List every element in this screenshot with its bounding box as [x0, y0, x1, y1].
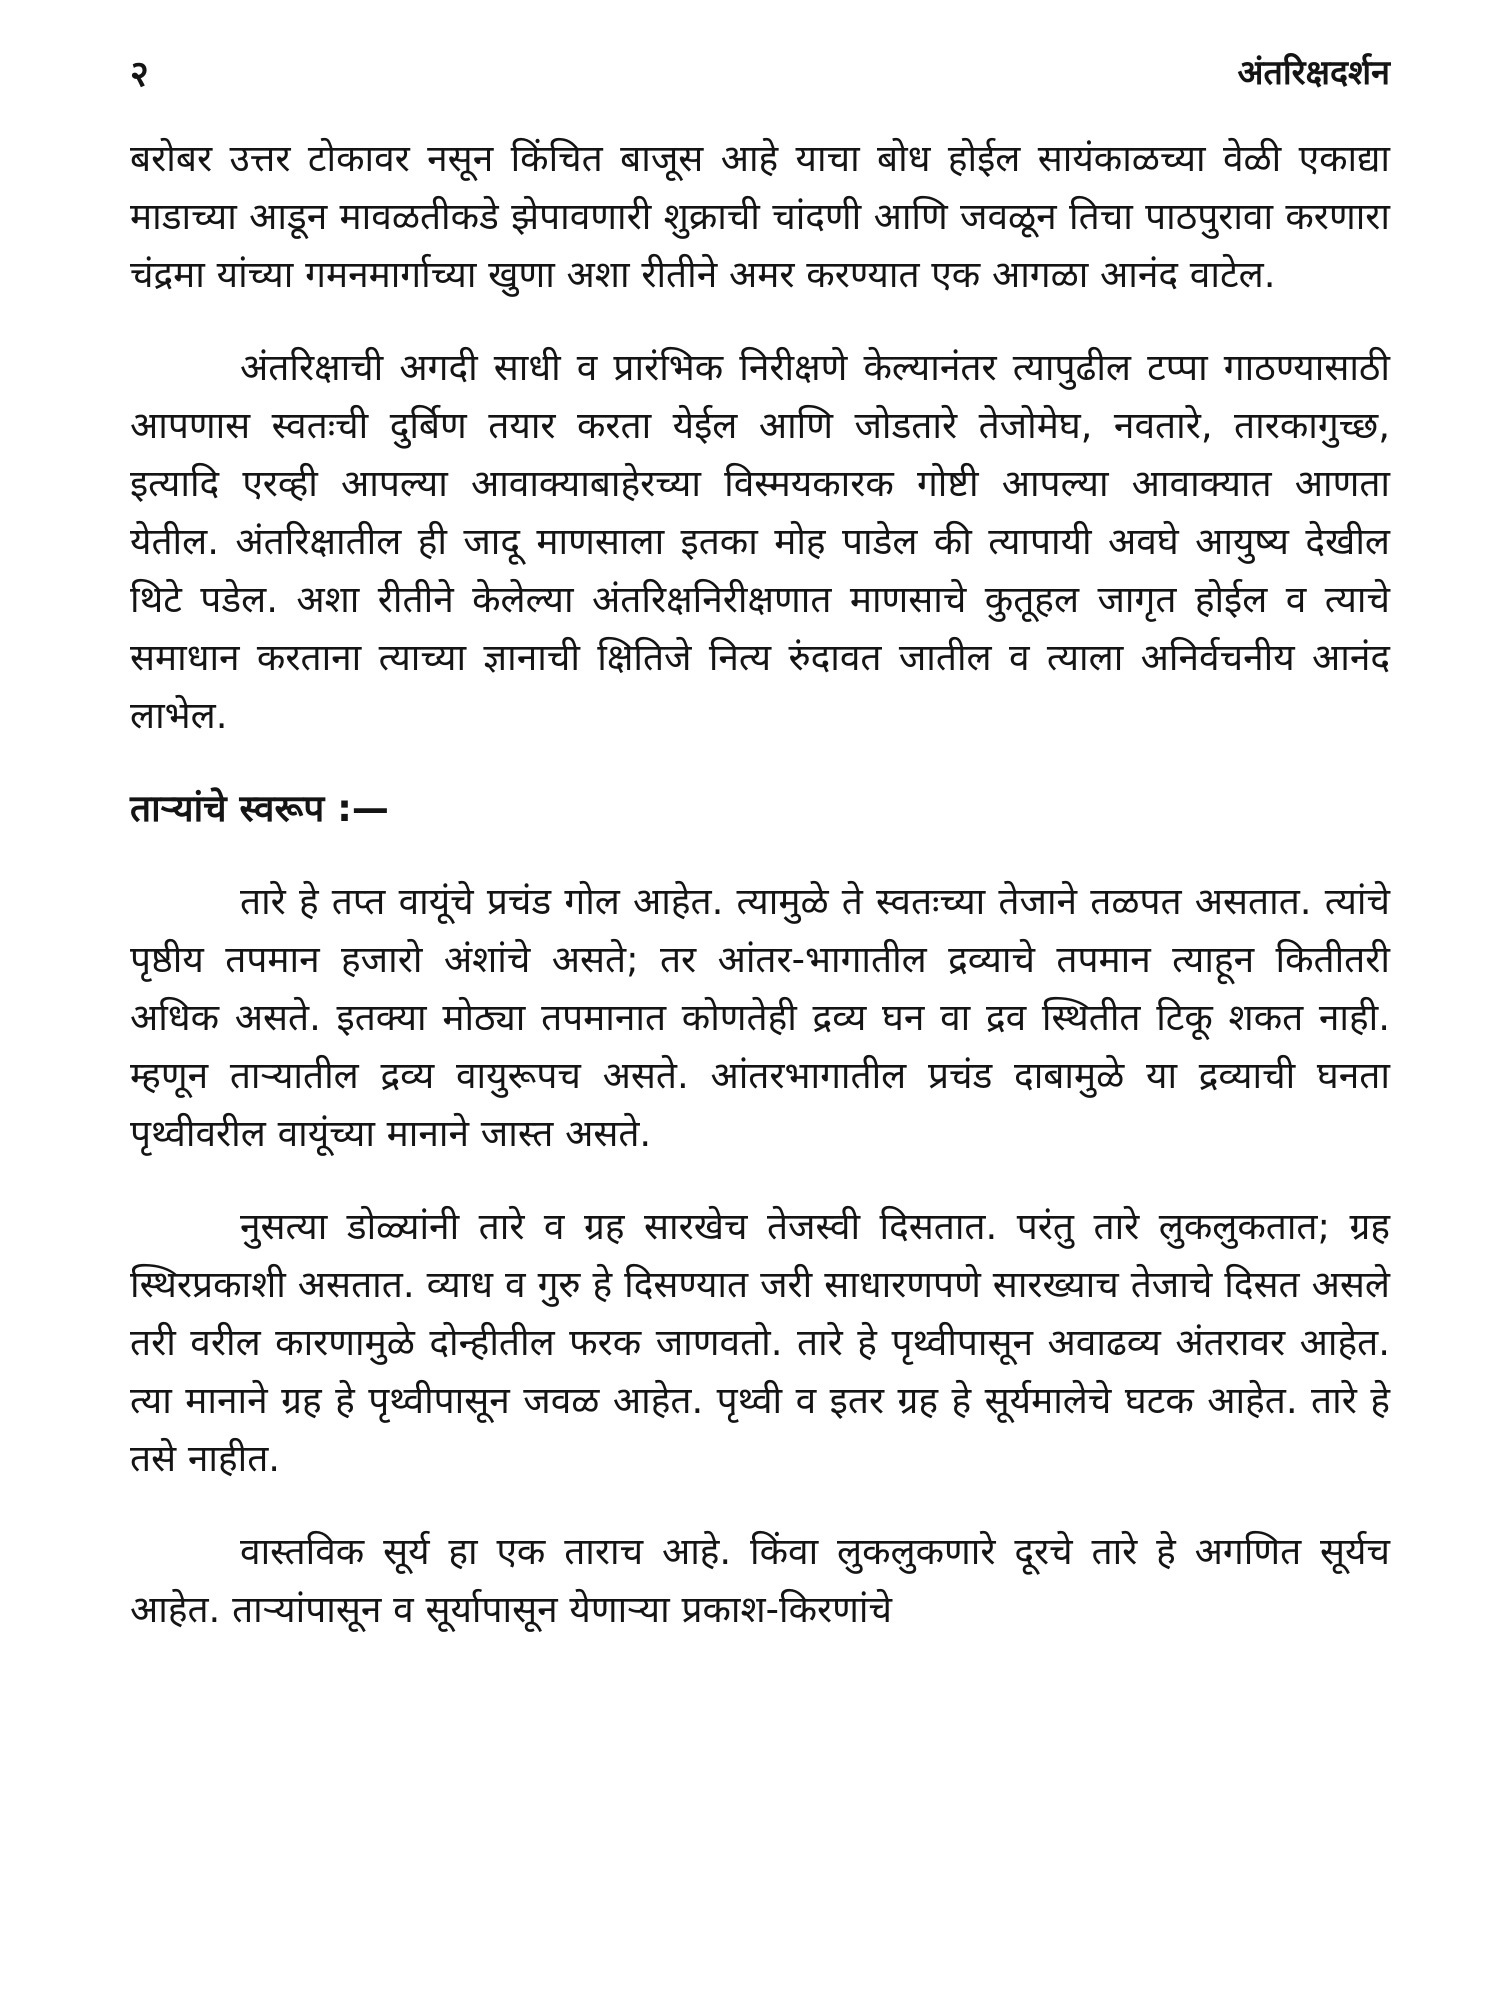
running-title: अंतरिक्षदर्शन: [1237, 53, 1390, 93]
section-heading: ताऱ्यांचे स्वरूप :—: [130, 787, 389, 830]
paragraph-3: तारे हे तप्त वायूंचे प्रचंड गोल आहेत. त्यामुळे ते स्वतःच्या तेजाने तळपत असतात. त्यांचे पृष्ठीय तपमान हजारो अंशांचे असते; तर आंतर-भागातील द्रव्याचे तपमान त्याहून कितीतरी अधिक असते. इतक्या मोठ्या तपमानात कोणतेही द्रव्य घन वा द्रव स्थितीत टिकू शकत नाही. म्हणून ताऱ्यातील द्रव्य वायुरूपच असते. आंतरभागातील प्रचंड दाबामुळे या द्रव्याची घनता पृथ्वीवरील वायूंच्या मानाने जास्त असते.: [130, 880, 1390, 1155]
paragraph-1: बरोबर उत्तर टोकावर नसून किंचित बाजूस आहे याचा बोध होईल सायंकाळच्या वेळी एकाद्या माडाच्या आडून मावळतीकडे झेपावणारी शुक्राची चांदणी आणि जवळून तिचा पाठपुरावा करणारा चंद्रमा यांच्या गमनमार्गाच्या खुणा अशा रीतीने अमर करण्यात एक आगळा आनंद वाटेल.: [130, 137, 1390, 296]
paragraph-4: नुसत्या डोळ्यांनी तारे व ग्रह सारखेच तेजस्वी दिसतात. परंतु तारे लुकलुकतात; ग्रह स्थिरप्रकाशी असतात. व्याध व गुरु हे दिसण्यात जरी साधारणपणे सारख्याच तेजाचे दिसत असले तरी वरील कारणामुळे दोन्हीतील फरक जाणवतो. तारे हे पृथ्वीपासून अवाढव्य अंतरावर आहेत. त्या मानाने ग्रह हे पृथ्वीपासून जवळ आहेत. पृथ्वी व इतर ग्रह हे सूर्यमालेचे घटक आहेत. तारे हे तसे नाहीत.: [130, 1205, 1390, 1480]
page-number: २: [130, 54, 149, 95]
page-header: [130, 48, 1390, 98]
paragraph-2: अंतरिक्षाची अगदी साधी व प्रारंभिक निरीक्षणे केल्यानंतर त्यापुढील टप्पा गाठण्यासाठी आपणास स्वतःची दुर्बिण तयार करता येईल आणि जोडतारे तेजोमेघ, नवतारे, तारकागुच्छ, इत्यादि एरव्ही आपल्या आवाक्याबाहेरच्या विस्मयकारक गोष्टी आपल्या आवाक्यात आणता येतील. अंतरिक्षातील ही जादू माणसाला इतका मोह पाडेल की त्यापायी अवघे आयुष्य देखील थिटे पडेल. अशा रीतीने केलेल्या अंतरिक्षनिरीक्षणात माणसाचे कुतूहल जागृत होईल व त्याचे समाधान करताना त्याच्या ज्ञानाची क्षितिजे नित्य रुंदावत जातील व त्याला अनिर्वचनीय आनंद लाभेल.: [130, 346, 1390, 737]
paragraph-5: वास्तविक सूर्य हा एक ताराच आहे. किंवा लुकलुकणारे दूरचे तारे हे अगणित सूर्यच आहेत. ताऱ्यांपासून व सूर्यापासून येणाऱ्या प्रकाश-किरणांचे: [130, 1530, 1390, 1631]
page-body: [130, 130, 1390, 1674]
